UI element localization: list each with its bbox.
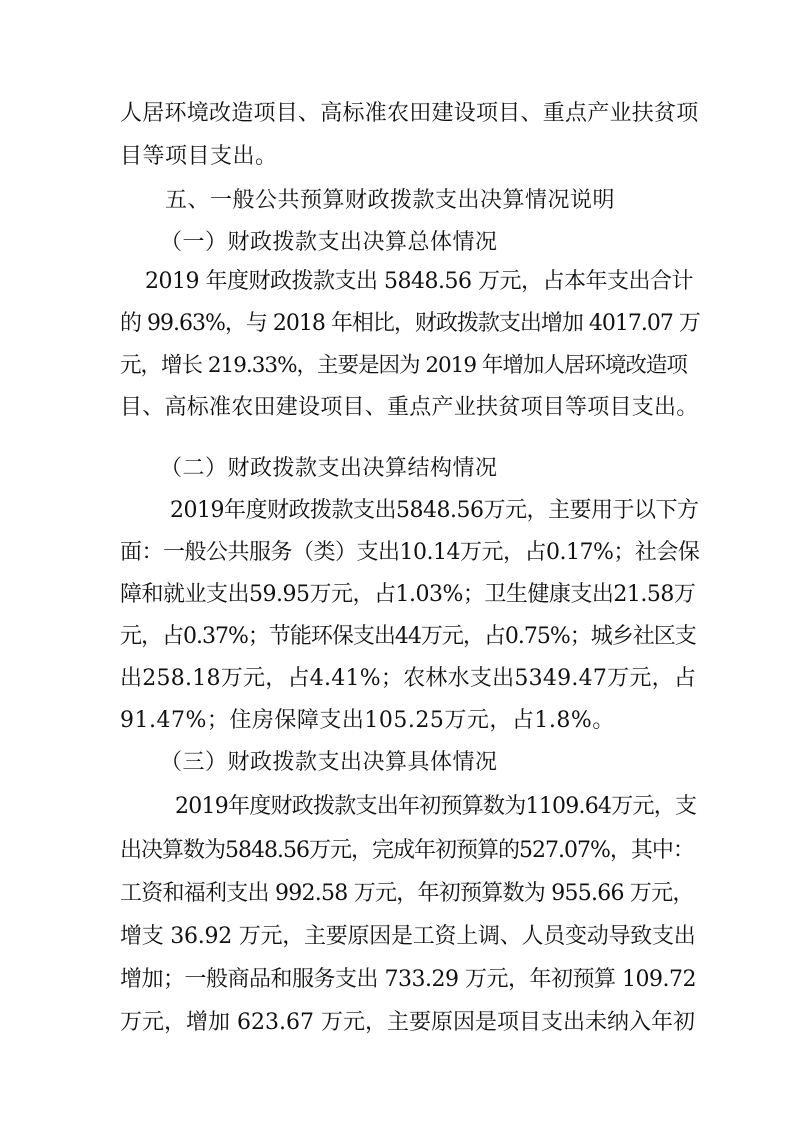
paragraph-line: 出258.18万元，占4.41%；农林水支出5349.47万元，占 [120,666,697,691]
paragraph-line: 工资和福利支出 992.58 万元，年初预算数为 955.66 万元， [120,881,694,906]
paragraph-line: 增支 36.92 万元，主要原因是工资上调、人员变动导致支出 [120,924,696,949]
paragraph-line: 目、高标准农田建设项目、重点产业扶贫项目等项目支出。 [120,395,699,420]
paragraph-line: 2019年度财政拨款支出5848.56万元，主要用于以下方 [170,498,699,523]
paragraph-line: 元，占0.37%；节能环保支出44万元，占0.75%；城乡社区支 [120,624,696,649]
subsection-heading: （一）财政拨款支出决算总体情况 [160,230,498,255]
subsection-heading: （二）财政拨款支出决算结构情况 [160,456,498,481]
paragraph-line: 万元，增加 623.67 万元，主要原因是项目支出未纳入年初 [120,1010,695,1035]
paragraph-line: 2019 年度财政拨款支出 5848.56 万元，占本年支出合计 [145,269,693,294]
paragraph-line: 91.47%；住房保障支出105.25万元，占1.8%。 [120,708,615,733]
paragraph-line: 2019年度财政拨款支出年初预算数为1109.64万元，支 [175,794,697,819]
paragraph-line: 面：一般公共服务（类）支出10.14万元，占0.17%；社会保 [120,540,700,565]
paragraph-line: 出决算数为5848.56万元，完成年初预算的527.07%，其中： [120,838,694,863]
paragraph-line: 目等项目支出。 [120,144,278,169]
paragraph-line: 元，增长 219.33%，主要是因为 2019 年增加人居环境改造项 [120,353,687,378]
subsection-heading: （三）财政拨款支出决算具体情况 [160,750,498,775]
paragraph-line: 人居环境改造项目、高标准农田建设项目、重点产业扶贫项 [120,101,699,126]
paragraph-line: 增加；一般商品和服务支出 733.29 万元，年初预算 109.72 [120,967,696,992]
section-heading: 五、一般公共预算财政拨款支出决算情况说明 [165,188,616,213]
paragraph-line: 的 99.63%，与 2018 年相比，财政拨款支出增加 4017.07 万 [120,311,700,336]
paragraph-line: 障和就业支出59.95万元，占1.03%；卫生健康支出21.58万 [120,582,696,607]
